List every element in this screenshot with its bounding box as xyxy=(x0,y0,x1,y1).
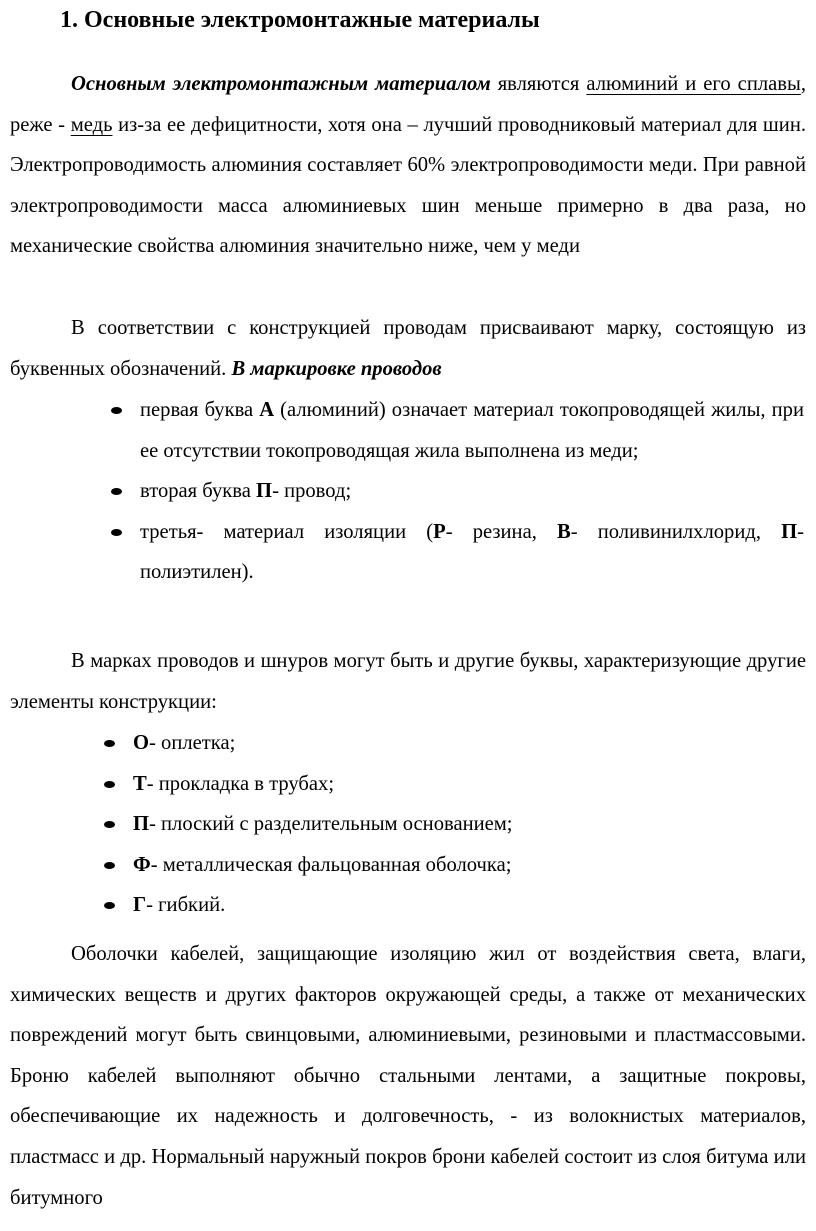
bullet-icon xyxy=(104,740,115,747)
list-item: Ф- металлическая фальцованная оболочка; xyxy=(0,845,793,886)
list-item: вторая буква П- провод; xyxy=(0,471,804,512)
bullet-icon xyxy=(104,902,115,909)
bullet-icon xyxy=(104,781,115,788)
paragraph-marking: В соответствии с конструкцией проводам присваивают марку, состоящую из буквенных обозначений. В маркировке проводов xyxy=(10,317,806,380)
bullet-icon xyxy=(104,821,115,828)
list-item: Г- гибкий. xyxy=(0,885,793,926)
construction-letter-list xyxy=(0,723,816,926)
underlined-aluminium: алюминий и его сплавы xyxy=(586,73,801,95)
bullet-icon xyxy=(111,407,122,414)
marking-phrase: В маркировке проводов xyxy=(231,357,442,380)
list-item: О- оплетка; xyxy=(0,723,793,764)
list-item: третья- материал изоляции (Р- резина, В- поливинилхлорид, П- полиэтилен). xyxy=(0,512,804,593)
wire-letter-list xyxy=(0,390,816,593)
list-item: первая буква А (алюминий) означает материал токопроводящей жилы, при ее отсутствии токопроводящая жила выполнена из меди; xyxy=(0,390,804,471)
section-heading xyxy=(60,4,540,36)
section-title: Основные электромонтажные материалы xyxy=(84,7,540,33)
lead-phrase: Основным электромонтажным материалом xyxy=(71,73,491,95)
bullet-icon xyxy=(111,529,122,536)
list-item: Т- прокладка в трубах; xyxy=(0,764,793,805)
paragraph-other-letters: В марках проводов и шнуров могут быть и другие буквы, характеризующие другие элементы конструкции: xyxy=(10,650,806,713)
bullet-icon xyxy=(104,862,115,869)
underlined-copper: медь xyxy=(70,113,113,136)
section-number: 1. xyxy=(60,7,78,33)
bullet-icon xyxy=(111,488,122,495)
paragraph-cable-sheaths: Оболочки кабелей, защищающие изоляцию жил от воздействия света, влаги, химических веществ и других факторов окружающей среды, а также от механических повреждений могут быть свинцовыми, алюминиевыми, резиновыми и пластмассовыми. Броню кабелей выполняют обычно стальными лентами, а защитные покровы, обеспечивающие их надежность и долговечность, - из волокнистых материалов, пластмасс и др. Нормальный наружный покров брони кабелей состоит из слоя битума или битумного xyxy=(10,943,806,1209)
paragraph-materials: Основным электромонтажным материалом являются алюминий и его сплавы, реже - медь из-за ее дефицитности, хотя она – лучший проводниковый материал для шин. Электропроводимость алюминия составляет 60% электропроводимости меди. При равной электропроводимости масса алюминиевых шин меньше примерно в два раза, но механические свойства алюминия значительно ниже, чем у меди xyxy=(10,73,806,258)
list-item: П- плоский с разделительным основанием; xyxy=(0,804,793,845)
